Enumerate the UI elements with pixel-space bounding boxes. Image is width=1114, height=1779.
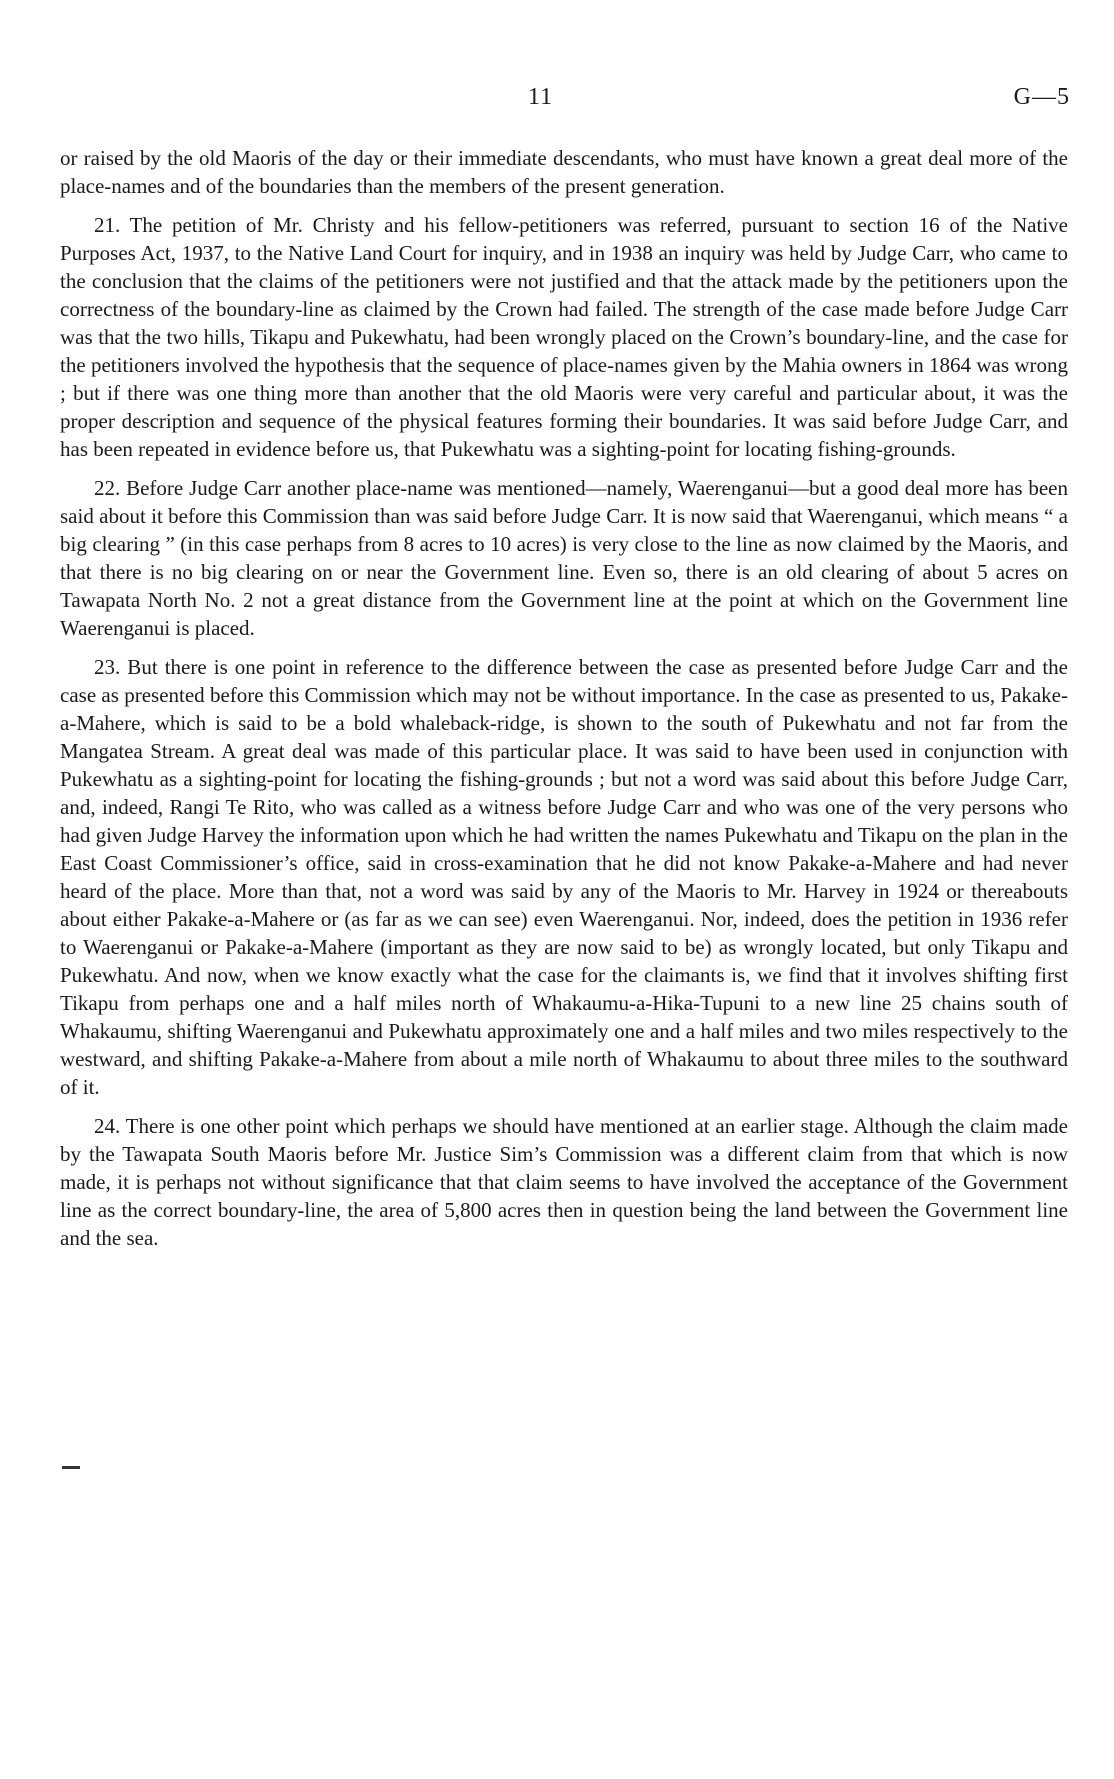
- paragraph-23: 23. But there is one point in reference to the difference between the case as presented before Judge Carr and the case as presented before this Commission which may not be without importance. In the case as presented to us, Pakake-a-Mahere, which is said to be a bold whaleback-ridge, is shown to the south of Pukewhatu and not far from the Mangatea Stream. A great deal was made of this particular place. It was said to have been used in conjunction with Pukewhatu as a sighting-point for locating the fishing-grounds ; but not a word was said about this before Judge Carr, and, indeed, Rangi Te Rito, who was called as a witness before Judge Carr and who was one of the very persons who had given Judge Harvey the information upon which he had written the names Pukewhatu and Tikapu on the plan in the East Coast Commissioner’s office, said in cross-examination that he did not know Pakake-a-Mahere and had never heard of the place. More than that, not a word was said by any of the Maoris to Mr. Harvey in 1924 or thereabouts about either Pakake-a-Mahere or (as far as we can see) even Waerenganui. Nor, indeed, does the petition in 1936 refer to Waerenganui or Pakake-a-Mahere (important as they are now said to be) as wrongly located, but only Tikapu and Pukewhatu. And now, when we know exactly what the case for the claimants is, we find that it involves shifting first Tikapu from perhaps one and a half miles north of Whakaumu-a-Hika-Tupuni to a new line 25 chains south of Whakaumu, shifting Waerenganui and Pukewhatu approximately one and a half miles and two miles respectively to the westward, and shifting Pakake-a-Mahere from about a mile north of Whakaumu to about three miles to the southward of it.: [60, 655, 1068, 1099]
- margin-mark: [62, 1466, 80, 1469]
- paragraph-24: 24. There is one other point which perhaps we should have mentioned at an earlier stage. Although the claim made by the Tawapata South Maoris before Mr. Justice Sim’s Commission was a different claim from that which is now made, it is perhaps not without significance that that claim seems to have involved the acceptance of the Government line as the correct boundary-line, the area of 5,800 acres then in question being the land between the Government line and the sea.: [60, 1114, 1068, 1250]
- paper-code: G—5: [1013, 84, 1070, 110]
- page-number: 11: [528, 84, 554, 110]
- page-header: [0, 84, 1114, 114]
- paragraph-continuation: or raised by the old Maoris of the day or their immediate descendants, who must have known a great deal more of the place-names and of the boundaries than the members of the present generation.: [60, 146, 1068, 198]
- paragraph-22: 22. Before Judge Carr another place-name was mentioned—namely, Waerenganui—but a good deal more has been said about it before this Commission than was said before Judge Carr. It is now said that Waerenganui, which means “ a big clearing ” (in this case perhaps from 8 acres to 10 acres) is very close to the line as now claimed by the Maoris, and that there is no big clearing on or near the Government line. Even so, there is an old clearing of about 5 acres on Tawapata North No. 2 not a great distance from the Government line at the point at which on the Government line Waerenganui is placed.: [60, 476, 1068, 640]
- document-body: [60, 144, 1068, 1263]
- paragraph-21: 21. The petition of Mr. Christy and his fellow-petitioners was referred, pursuant to section 16 of the Native Purposes Act, 1937, to the Native Land Court for inquiry, and in 1938 an inquiry was held by Judge Carr, who came to the conclusion that the claims of the petitioners were not justified and that the attack made by the petitioners upon the correctness of the boundary-line as claimed by the Crown had failed. The strength of the case made before Judge Carr was that the two hills, Tikapu and Pukewhatu, had been wrongly placed on the Crown’s boundary-line, and the case for the petitioners involved the hypothesis that the sequence of place-names given by the Mahia owners in 1864 was wrong ; but if there was one thing more than another that the old Maoris were very careful and particular about, it was the proper description and sequence of the physical features forming their boundaries. It was said before Judge Carr, and has been repeated in evidence before us, that Pukewhatu was a sighting-point for locating fishing-grounds.: [60, 213, 1068, 461]
